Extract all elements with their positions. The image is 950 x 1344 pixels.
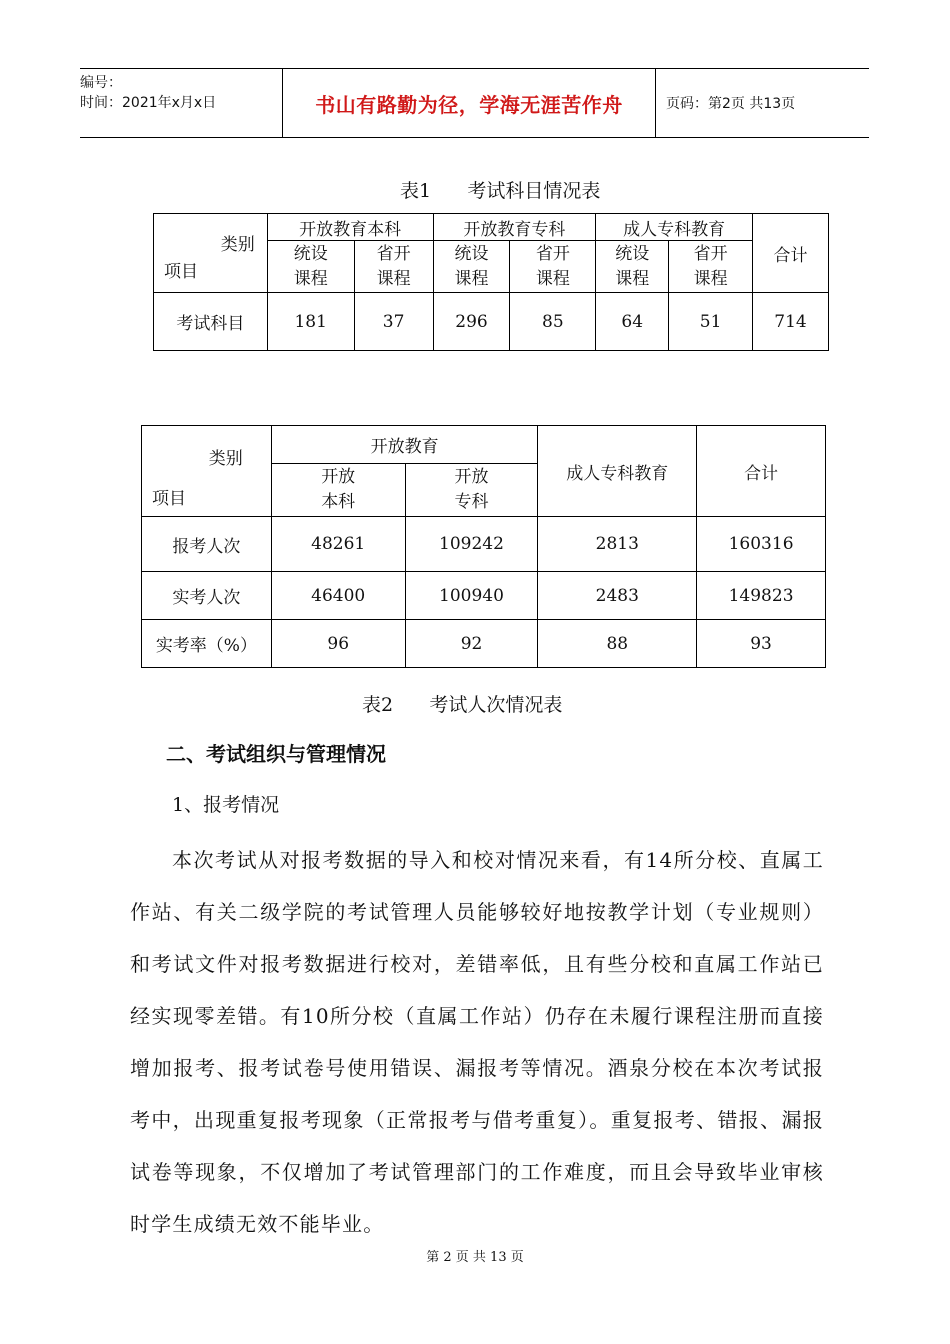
table1-subheader: 省开 课程 — [669, 241, 753, 293]
table-cell: 296 — [433, 293, 510, 351]
table-cell: 64 — [596, 293, 669, 351]
table-cell: 88 — [538, 620, 697, 668]
table1-subheader: 统设 课程 — [596, 241, 669, 293]
table-cell: 109242 — [405, 517, 538, 572]
header-meta — [80, 69, 283, 137]
table-cell: 46400 — [271, 572, 405, 620]
table-cell: 85 — [510, 293, 596, 351]
table-cell: 92 — [405, 620, 538, 668]
table2-group-header: 开放教育 — [271, 426, 538, 464]
table1-subheader: 省开 课程 — [354, 241, 433, 293]
table-cell: 51 — [669, 293, 753, 351]
document-number: 编号： — [80, 75, 122, 91]
table1-row-label: 考试科目 — [154, 293, 268, 351]
table-cell: 149823 — [697, 572, 826, 620]
table-cell: 160316 — [697, 517, 826, 572]
page-header — [80, 68, 869, 138]
body-paragraph: 本次考试从对报考数据的导入和校对情况来看，有14所分校、直属工作站、有关二级学院的考试管理人员能够较好地按教学计划（专业规则）和考试文件对报考数据进行校对，差错率低，且有些分校和直属工作站已经实现零差错。有10所分校（直属工作站）仍存在未履行课程注册而直接增加报考、报考试卷号使用错误、漏报考等情况。酒泉分校在本次考试报考中，出现重复报考现象（正常报考与借考重复）。重复报考、错报、漏报试卷等现象，不仅增加了考试管理部门的工作难度，而且会导致毕业审核时学生成绩无效不能毕业。 — [130, 848, 824, 1236]
table-cell: 37 — [354, 293, 433, 351]
exam-subjects-table — [153, 213, 829, 351]
table-cell: 714 — [753, 293, 829, 351]
table1-subheader: 统设 课程 — [267, 241, 354, 293]
table2-corner-cell — [142, 426, 272, 517]
table1-subheader: 省开 课程 — [510, 241, 596, 293]
section-heading: 二、考试组织与管理情况 — [166, 742, 386, 766]
page-footer: 第 2 页 共 13 页 — [426, 1250, 524, 1265]
table2-total-header: 合计 — [697, 426, 826, 517]
table-cell: 2483 — [538, 572, 697, 620]
table1-group-header: 开放教育本科 — [267, 214, 433, 241]
table2-row-label: 实考率（%） — [142, 620, 272, 668]
table-row — [142, 517, 826, 572]
table1-group-header: 开放教育专科 — [433, 214, 596, 241]
document-time: 时间：2021年x月x日 — [80, 95, 217, 111]
table1-total-header: 合计 — [753, 214, 829, 293]
table2-subheader: 开放 本科 — [271, 464, 405, 517]
table-cell: 2813 — [538, 517, 697, 572]
table1-item-label: 项目 — [164, 262, 198, 282]
table2-row-label: 报考人次 — [142, 517, 272, 572]
section-subheading: 1、报考情况 — [172, 794, 280, 816]
table-row — [142, 572, 826, 620]
table2-category-label: 类别 — [208, 449, 243, 469]
table-row — [142, 620, 826, 668]
table2-adult-header: 成人专科教育 — [538, 426, 697, 517]
table-cell: 100940 — [405, 572, 538, 620]
table-cell: 48261 — [271, 517, 405, 572]
table2-subheader: 开放 专科 — [405, 464, 538, 517]
table1-group-header: 成人专科教育 — [596, 214, 753, 241]
table1-subheader: 统设 课程 — [433, 241, 510, 293]
exam-attendance-table — [141, 425, 826, 668]
table1-corner-cell — [154, 214, 268, 293]
header-motto: 书山有路勤为径，学海无涯苦作舟 — [283, 69, 656, 137]
table1-caption: 表1 考试科目情况表 — [400, 180, 601, 202]
table1-category-label: 类别 — [220, 235, 255, 255]
table-cell: 93 — [697, 620, 826, 668]
table-cell: 181 — [267, 293, 354, 351]
header-page-number: 页码：第2页 共13页 — [666, 96, 796, 112]
table-cell: 96 — [271, 620, 405, 668]
table2-item-label: 项目 — [152, 489, 186, 509]
table2-caption: 表2 考试人次情况表 — [362, 694, 563, 716]
table2-row-label: 实考人次 — [142, 572, 272, 620]
